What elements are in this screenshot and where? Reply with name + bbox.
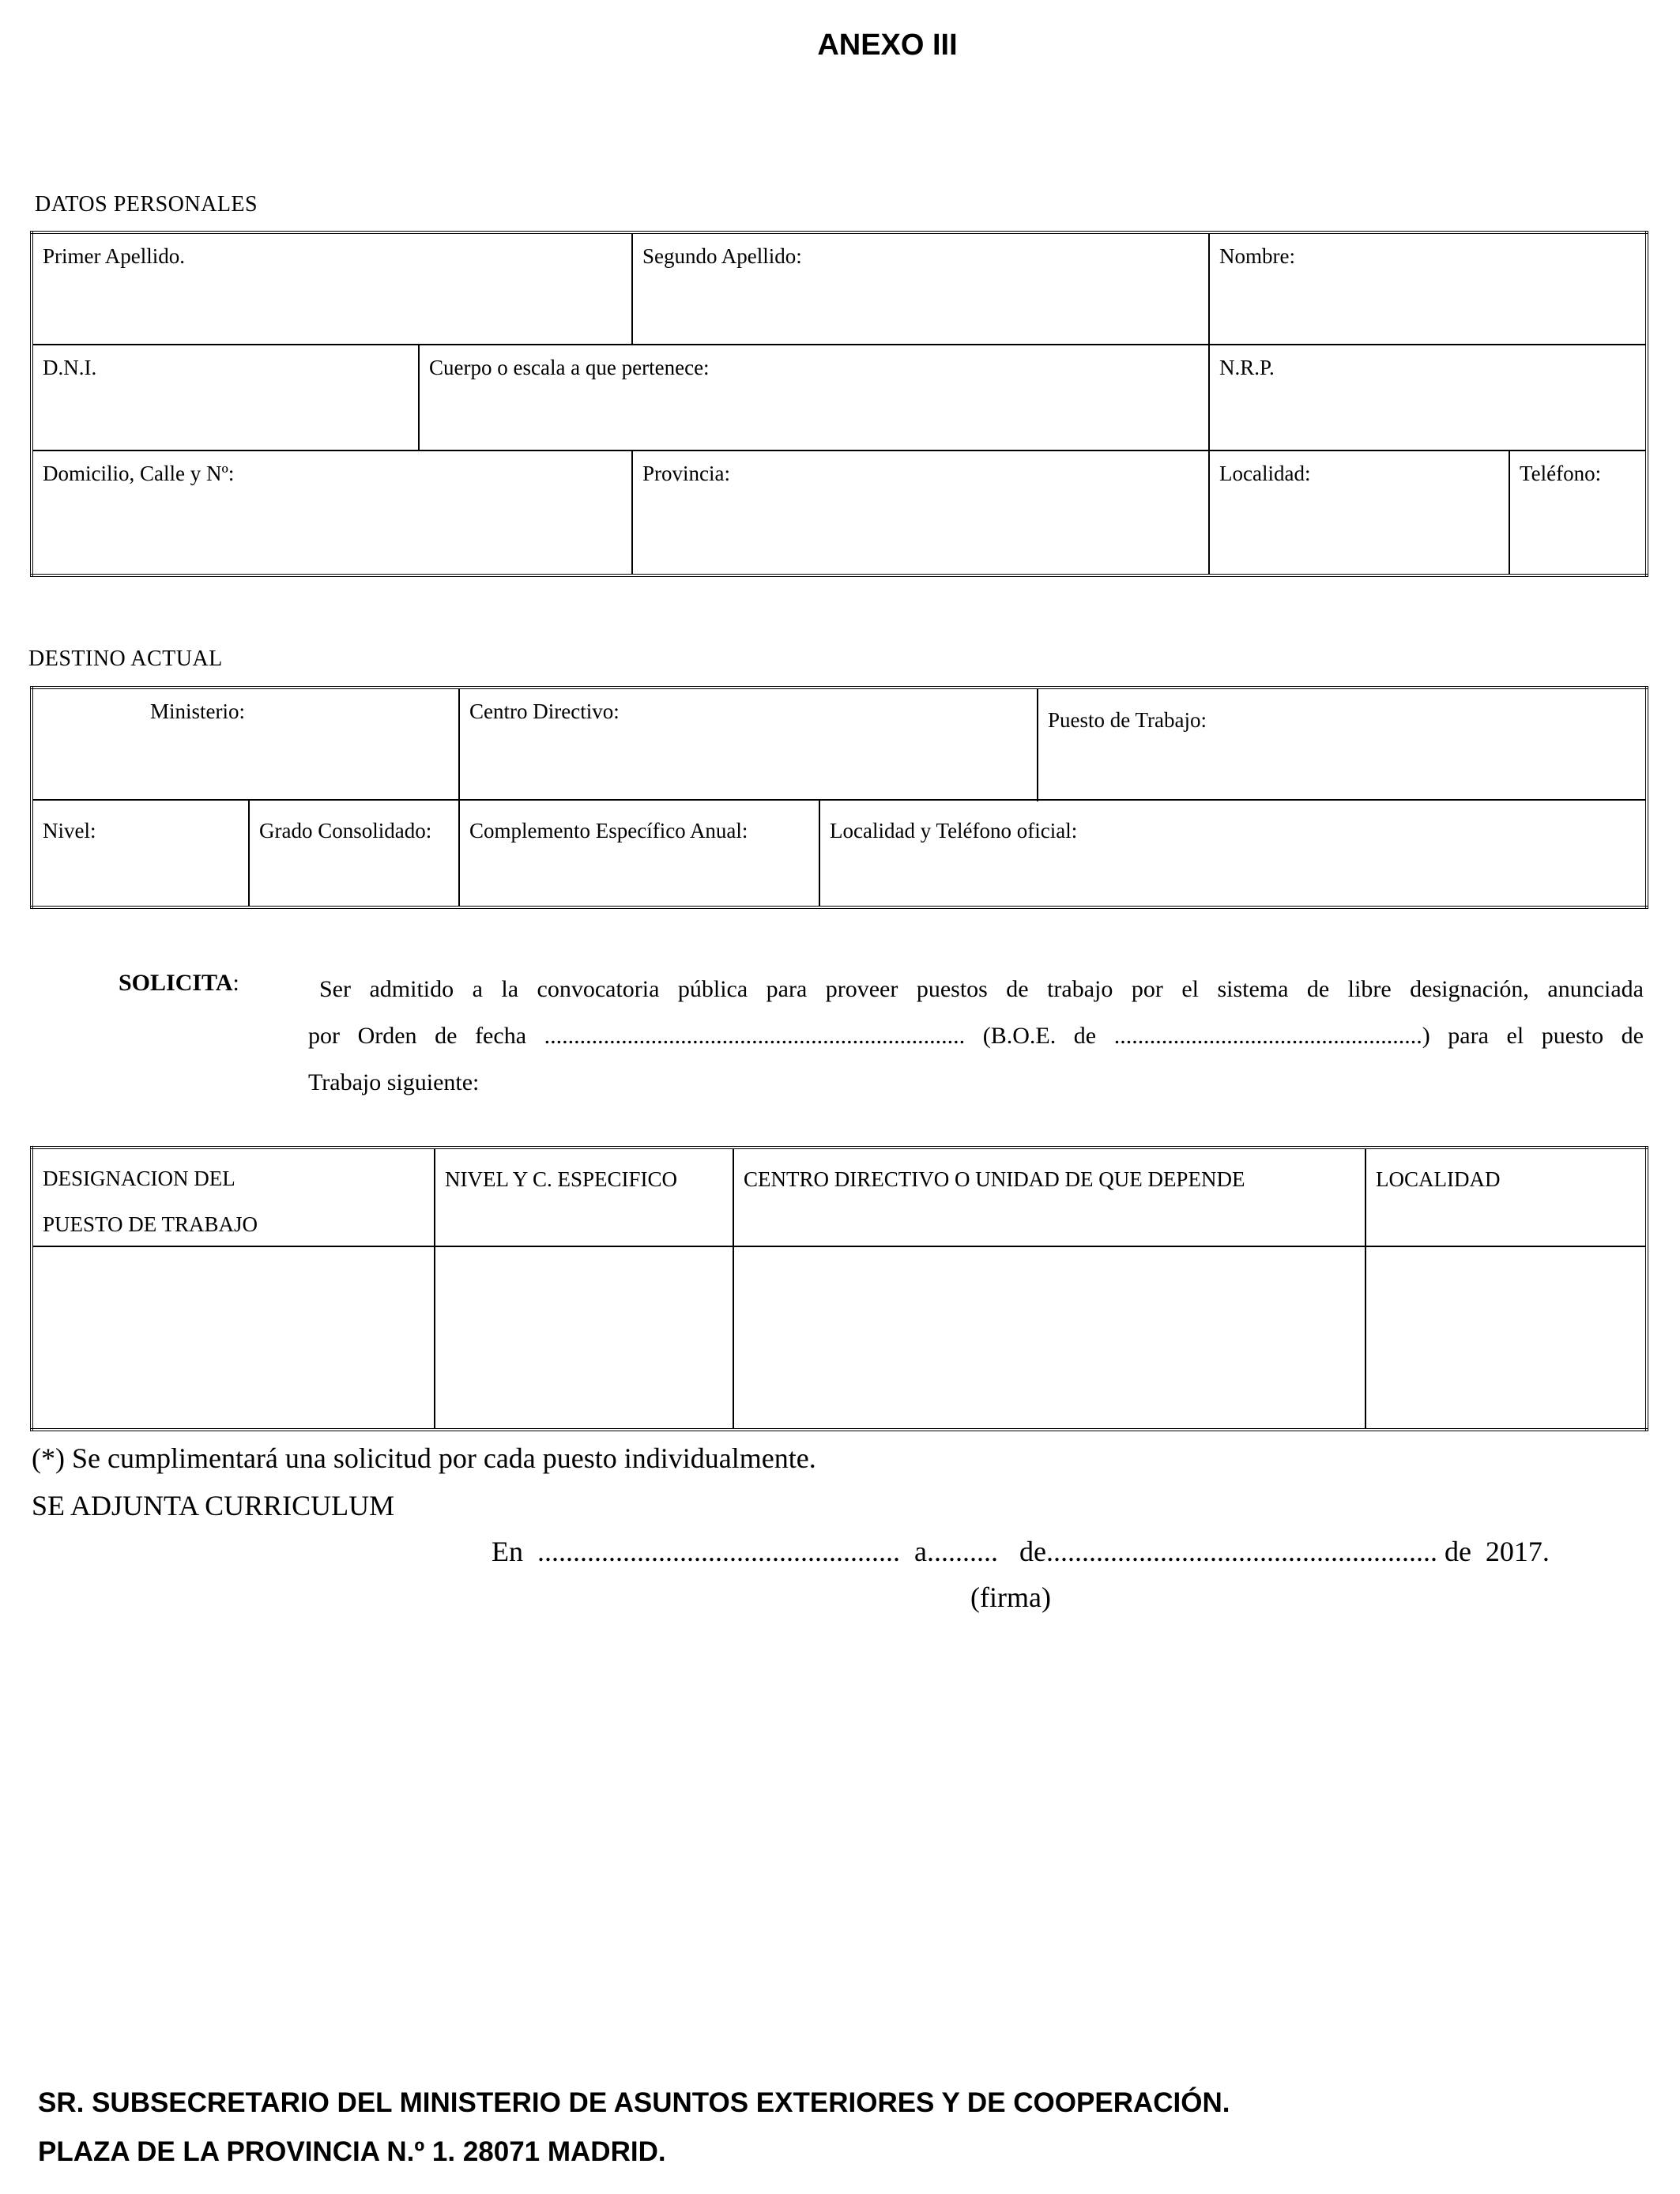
- label-ministerio: Ministerio:: [150, 699, 245, 723]
- header-centro-directivo: [733, 1148, 1365, 1246]
- solicita-line-1: Ser admitido a la convocatoria pública para proveer puestos de trabajo por el sistema de libre designación, anunciada: [319, 976, 1644, 1002]
- label-primer-apellido: Primer Apellido.: [43, 244, 185, 268]
- label-domicilio: Domicilio, Calle y Nº:: [43, 462, 235, 485]
- puestos-table: [30, 1146, 1648, 1431]
- field-provincia[interactable]: [632, 450, 1209, 575]
- cell-nivel-input[interactable]: [435, 1246, 733, 1430]
- header-nivel-especifico: [435, 1148, 733, 1246]
- label-grado-consolidado: Grado Consolidado:: [259, 819, 432, 843]
- field-domicilio[interactable]: [32, 450, 632, 575]
- field-centro-directivo[interactable]: [459, 688, 1647, 800]
- label-segundo-apellido: Segundo Apellido:: [642, 244, 802, 268]
- section-label-datos-personales: DATOS PERSONALES: [35, 192, 258, 217]
- label-nrp: N.R.P.: [1219, 356, 1275, 379]
- destino-actual-table: [30, 686, 1648, 909]
- firma-label: (firma): [970, 1581, 1051, 1613]
- solicita-text: [308, 966, 1644, 1106]
- fecha-line[interactable]: En ................................................... a.......... de....................................................... de 2017.: [492, 1536, 1550, 1567]
- field-segundo-apellido[interactable]: [632, 232, 1209, 345]
- section-label-destino-actual: DESTINO ACTUAL: [28, 647, 223, 671]
- cell-localidad-input[interactable]: [1365, 1246, 1647, 1430]
- field-nombre[interactable]: [1209, 232, 1647, 345]
- solicita-line-2: por Orden de fecha ....................................................................... (B.O.E. de ....................................................) para el puesto de: [308, 1023, 1644, 1049]
- label-dni: D.N.I.: [43, 356, 97, 379]
- label-complemento-especifico: Complemento Específico Anual:: [469, 819, 748, 843]
- field-primer-apellido[interactable]: [32, 232, 632, 345]
- page-title: ANEXO III: [817, 28, 958, 62]
- field-dni[interactable]: [32, 345, 419, 450]
- footer-address: [38, 2079, 1230, 2177]
- label-cuerpo: Cuerpo o escala a que pertenece:: [429, 356, 710, 379]
- label-puesto-trabajo: Puesto de Trabajo:: [1048, 708, 1207, 732]
- cell-designacion-input[interactable]: [32, 1246, 435, 1430]
- header-nivel-especifico-label: NIVEL Y C. ESPECIFICO: [445, 1167, 678, 1191]
- cell-centro-input[interactable]: [733, 1246, 1365, 1430]
- header-designacion-line-2: PUESTO DE TRABAJO: [43, 1212, 258, 1236]
- nota-text: (*) Se cumplimentará una solicitud por cada puesto individualmente.: [32, 1442, 816, 1474]
- adjunta-curriculum: SE ADJUNTA CURRICULUM: [32, 1490, 395, 1521]
- header-designacion: [32, 1148, 435, 1246]
- label-nivel: Nivel:: [43, 819, 96, 843]
- header-localidad-label: LOCALIDAD: [1376, 1167, 1501, 1191]
- field-grado-consolidado[interactable]: [249, 800, 459, 907]
- field-nivel[interactable]: [32, 800, 249, 907]
- header-localidad: [1365, 1148, 1647, 1246]
- label-localidad: Localidad:: [1219, 462, 1311, 485]
- divider-puesto: [1037, 689, 1038, 801]
- field-complemento-especifico[interactable]: [459, 800, 819, 907]
- field-localidad-telefono-oficial[interactable]: [819, 800, 1647, 907]
- header-centro-directivo-label: CENTRO DIRECTIVO O UNIDAD DE QUE DEPENDE: [744, 1167, 1245, 1191]
- field-localidad[interactable]: [1209, 450, 1509, 575]
- label-provincia: Provincia:: [642, 462, 730, 485]
- solicita-label: SOLICITA:: [119, 970, 239, 996]
- footer-line-2: PLAZA DE LA PROVINCIA N.º 1. 28071 MADRID.: [38, 2136, 666, 2167]
- field-ministerio[interactable]: [32, 688, 459, 800]
- label-centro-directivo: Centro Directivo:: [469, 699, 620, 723]
- field-telefono[interactable]: [1509, 450, 1647, 575]
- solicita-line-3: Trabajo siguiente:: [308, 1069, 480, 1095]
- label-nombre: Nombre:: [1219, 244, 1295, 268]
- label-localidad-telefono-oficial: Localidad y Teléfono oficial:: [830, 819, 1078, 843]
- datos-personales-table: [30, 231, 1648, 577]
- footer-line-1: SR. SUBSECRETARIO DEL MINISTERIO DE ASUNTOS EXTERIORES Y DE COOPERACIÓN.: [38, 2087, 1230, 2118]
- label-telefono: Teléfono:: [1520, 462, 1602, 485]
- field-nrp[interactable]: [1209, 345, 1647, 450]
- header-designacion-line-1: DESIGNACION DEL: [43, 1167, 235, 1190]
- field-cuerpo[interactable]: [419, 345, 1209, 450]
